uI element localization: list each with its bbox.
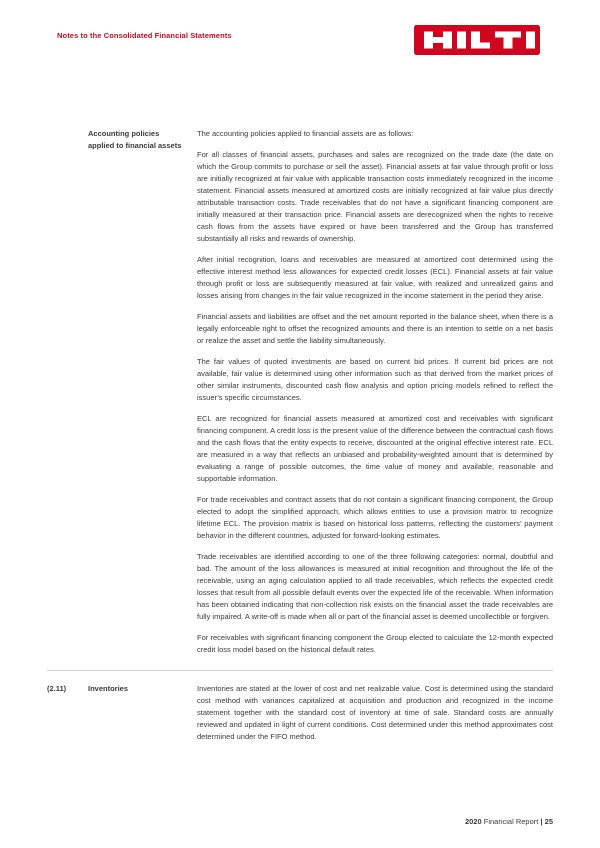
paragraph-receivable-categories: Trade receivables are identified according to one of the three following categories: normal, doubtful and bad. The amount of the loss allowances is measured at initial recognition and throughout the life of the receivable, using an aging calculation applied to all trade receivables, which reflects the expected credit losses that result from all possible default events over the expected life of the receivable. When information has been obtained indicating that non-collection risk exists on the financial asset the trade receivables are fully impaired. A write-off is made when all or part of the financial asset is deemed uncollectible or forgiven.	[197, 552, 553, 621]
section-label-inventories: Inventories	[88, 684, 129, 693]
paragraph-ecl: ECL are recognized for financial assets measured at amortized cost and receivables with significant financing component. A credit loss is the present value of the difference between the contractual cash flows and the cash flows that the entity expects to receive, discounted at the original effective interest rate. ECL are measured in a way that reflects an unbiased and probability-weighted amount that is determined by evaluating a range of possible outcomes, the time value of money and available, reasonable and supportable information.	[197, 414, 553, 483]
section-divider	[47, 670, 553, 671]
footer-report-label: Financial Report	[483, 817, 539, 826]
footer-page-number: 25	[544, 817, 553, 826]
intro-line: The accounting policies applied to financial assets are as follows:	[197, 129, 414, 138]
section-body-inventories	[197, 683, 553, 743]
section-number-2-11: (2.11)	[47, 684, 67, 693]
section-inventories	[47, 683, 553, 743]
page-title: Notes to the Consolidated Financial Statements	[57, 31, 232, 40]
paragraph-trade-date: For all classes of financial assets, purchases and sales are recognized on the trade date (the date on which the Group commits to purchase or sell the asset). Financial assets at fair value through profit or loss are initially recognized at fair value with applicable transaction costs immediately recognized in the income statement. Financial assets measured at amortized costs are initially recognized at fair value plus directly attributable transaction costs. Trade receivables that do not have a significant financing component are initially measured at their transaction price. Financial assets are derecognized when the rights to receive cash flows from the assets have expired or have been transferred and the Group has transferred substantially all risks and rewards of ownership.	[197, 150, 553, 243]
paragraph-offsetting: Financial assets and liabilities are offset and the net amount reported in the balance sheet, when there is a legally enforceable right to offset the recognized amounts and there is an intention to settle on a net basis or realize the asset and settle the liability simultaneously.	[197, 312, 553, 345]
page-footer	[465, 817, 553, 826]
hilti-logo	[414, 25, 540, 55]
section-body-financial-assets	[197, 128, 553, 656]
paragraph-fair-values: The fair values of quoted investments are based on current bid prices. If current bid prices are not available, fair value is determined using other information such as that derived from the market prices of other similar instruments, discounted cash flow analysis and option pricing models refined to reflect the issuer’s specific circumstances.	[197, 357, 553, 402]
paragraph-inventories: Inventories are stated at the lower of cost and net realizable value. Cost is determined using the standard cost method with variances capitalized at acquisition and production and recognized in the income statement together with the standard cost of inventory at time of sale. Standard costs are annually reviewed and updated in light of current conditions. Cost determined under this method approximates cost determined under the FIFO method.	[197, 684, 553, 741]
paragraph-simplified-approach: For trade receivables and contract assets that do not contain a significant financing component, the Group elected to adopt the simplified approach, which allows entities to use a provision matrix to recognize lifetime ECL. The provision matrix is based on historical loss patterns, reflecting the customers’ payment behavior in the different countries, adjusted for forward-looking estimates.	[197, 495, 553, 540]
paragraph-12-month-ecl: For receivables with significant financing component the Group elected to calculate the 12-month expected credit loss model based on the historical default rates.	[197, 633, 553, 654]
section-financial-assets	[47, 128, 553, 656]
footer-separator: |	[540, 817, 543, 826]
footer-year: 2020	[464, 817, 482, 826]
paragraph-initial-recognition: After initial recognition, loans and receivables are measured at amortized cost determined using the effective interest method less allowances for expected credit losses (ECL). Financial assets at fair value through profit or loss are subsequently measured at fair value, with realized and unrealized gains and losses arising from changes in the fair value recognized in the income statement in the period they arise.	[197, 255, 553, 300]
section-label-financial-assets: Accounting policies applied to financial assets	[88, 129, 182, 150]
content-area	[47, 128, 553, 743]
